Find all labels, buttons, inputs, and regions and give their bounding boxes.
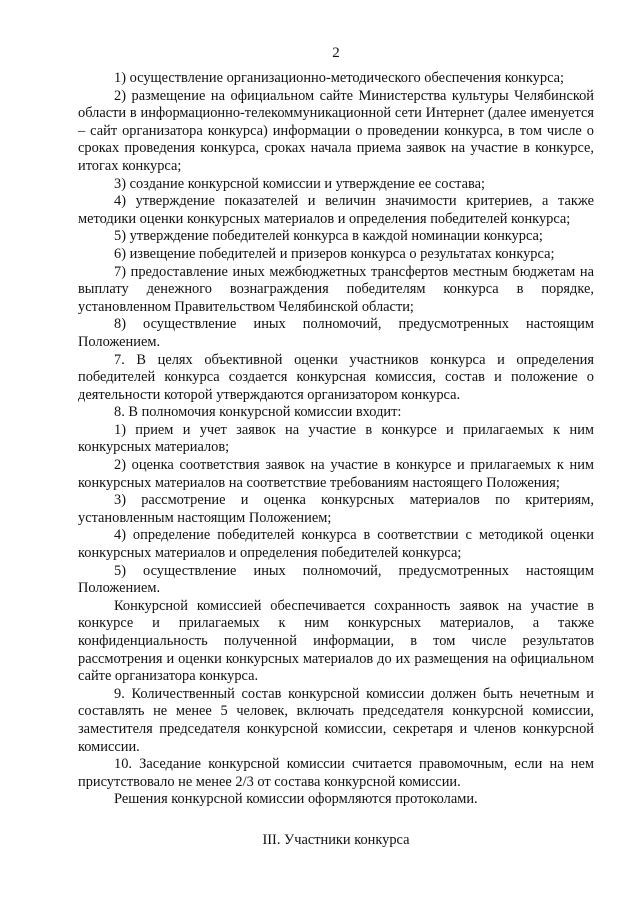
document-page: [78, 44, 594, 849]
section-heading: III. Участники конкурса: [262, 831, 410, 848]
paragraph-3: 3) создание конкурсной комиссии и утверждение ее состава;: [114, 175, 486, 192]
paragraph-2: 2) размещение на официальном сайте Министерства культуры Челябинской области в информационно-телекоммуникационной сети Интернет (далее именуется – сайт организатора конкурса) информации о проведении конкурса, в том числе о сроках проведения конкурса, сроках начала приема заявок на участие в конкурсе, итогах конкурса;: [78, 87, 594, 174]
paragraph-17: 9. Количественный состав конкурсной комиссии должен быть нечетным и составлять не менее 5 человек, включать председателя конкурсной комиссии, заместителя председателя конкурсной комиссии, секретаря и членов конкурсной комиссии.: [78, 685, 594, 755]
paragraph-15: 5) осуществление иных полномочий, предусмотренных настоящим Положением.: [78, 562, 594, 597]
paragraph-13: 3) рассмотрение и оценка конкурсных материалов по критериям, установленным настоящим Положением;: [78, 492, 594, 526]
paragraph-5: 5) утверждение победителей конкурса в каждой номинации конкурса;: [114, 228, 543, 245]
paragraph-4: 4) утверждение показателей и величин значимости критериев, а также методики оценки конкурсных материалов и определения победителей конкурса;: [78, 193, 594, 227]
paragraph-16: Конкурсной комиссией обеспечивается сохранность заявок на участие в конкурсе и прилагаемых к ним конкурсных материалов, а также конфиденциальность полученной информации, в том числе результатов рассмотрения и оценки конкурсных материалов до их размещения на официальном сайте организатора конкурса.: [78, 597, 594, 685]
paragraph-18: 10. Заседание конкурсной комиссии считается правомочным, если на нем присутствовало не менее 2/3 от состава конкурсной комиссии.: [78, 756, 594, 790]
paragraph-19: Решения конкурсной комиссии оформляются протоколами.: [114, 791, 478, 808]
page-number: 2: [332, 45, 340, 61]
paragraph-7: 7) предоставление иных межбюджетных трансфертов местным бюджетам на выплату денежного вознаграждения победителям конкурса в порядке, установленном Правительством Челябинской области;: [78, 263, 594, 315]
paragraph-8: 8) осуществление иных полномочий, предусмотренных настоящим Положением.: [78, 316, 594, 350]
paragraph-12: 2) оценка соответствия заявок на участие в конкурсе и прилагаемых к ним конкурсных материалов на соответствие требованиям настоящего Положения;: [78, 457, 594, 491]
paragraph-14: 4) определение победителей конкурса в соответствии с методикой оценки конкурсных материалов и определения победителей конкурса;: [78, 527, 594, 562]
paragraph-1: 1) осуществление организационно-методического обеспечения конкурса;: [114, 70, 565, 86]
paragraph-11: 1) прием и учет заявок на участие в конкурсе и прилагаемых к ним конкурсных материалов;: [78, 421, 594, 456]
paragraph-9: 7. В целях объективной оценки участников конкурса и определения победителей конкурса создается конкурсная комиссия, состав и положение о деятельности которой утверждаются организатором конкурса.: [78, 351, 594, 403]
paragraph-10: 8. В полномочия конкурсной комиссии входит:: [114, 404, 402, 421]
paragraph-6: 6) извещение победителей и призеров конкурса о результатах конкурса;: [114, 245, 555, 262]
